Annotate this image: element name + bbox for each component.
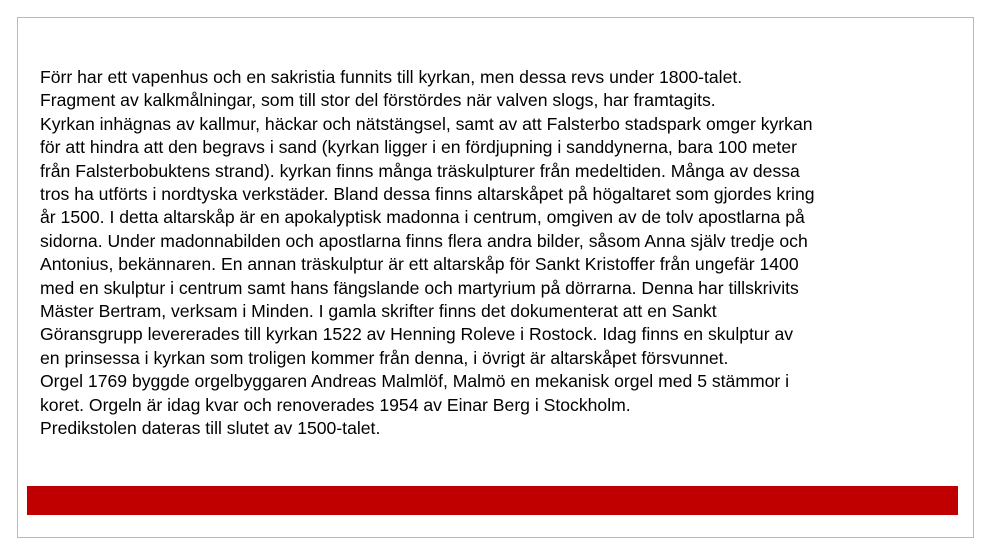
text-line: med en skulptur i centrum samt hans fängslande och martyrium på dörrarna. Denna har tillskrivits (40, 277, 799, 298)
text-line: sidorna. Under madonnabilden och apostlarna finns flera andra bilder, såsom Anna själv tredje och (40, 230, 808, 251)
text-line: Göransgrupp levererades till kyrkan 1522 av Henning Roleve i Rostock. Idag finns en skulptur av (40, 324, 794, 345)
text-line: Kyrkan inhägnas av kallmur, häckar och nätstängsel, samt av att Falsterbo stadspark omger kyrkan (40, 113, 813, 134)
text-line: år 1500. I detta altarskåp är en apokalyptisk madonna i centrum, omgiven av de tolv apostlarna på (40, 207, 805, 228)
text-line: Orgel 1769 byggde orgelbyggaren Andreas Malmlöf, Malmö en mekanisk orgel med 5 stämmor i (40, 371, 790, 392)
text-line: Fragment av kalkmålningar, som till stor del förstördes när valven slogs, har framtagits. (40, 90, 716, 111)
text-line: Mäster Bertram, verksam i Minden. I gamla skrifter finns det dokumenterat att en Sankt (40, 301, 717, 322)
footer-bar (27, 486, 958, 515)
text-line: tros ha utförts i nordtyska verkstäder. Bland dessa finns altarskåpet på högaltaret som gjordes kring (40, 184, 815, 205)
body-text (40, 66, 960, 441)
text-line: från Falsterbobuktens strand). kyrkan finns många träskulpturer från medeltiden. Många av dessa (40, 160, 800, 181)
text-line: för att hindra att den begravs i sand (kyrkan ligger i en fördjupning i sanddynerna, bara 100 meter (40, 137, 797, 158)
text-line: Antonius, bekännaren. En annan träskulptur är ett altarskåp för Sankt Kristoffer från ungefär 1400 (40, 254, 799, 275)
text-line: en prinsessa i kyrkan som troligen kommer från denna, i övrigt är altarskåpet försvunnet. (40, 347, 729, 368)
text-line: Predikstolen dateras till slutet av 1500-talet. (40, 418, 381, 439)
text-line: Förr har ett vapenhus och en sakristia funnits till kyrkan, men dessa revs under 1800-talet. (40, 67, 743, 87)
text-line: koret. Orgeln är idag kvar och renoverades 1954 av Einar Berg i Stockholm. (40, 394, 631, 415)
